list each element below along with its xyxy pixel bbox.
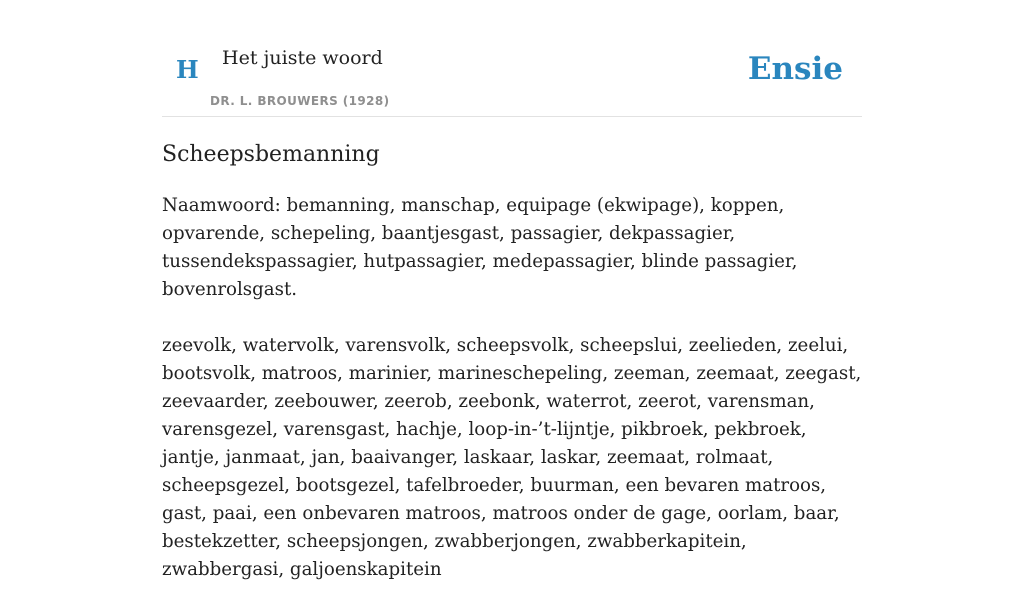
entry-title: Scheepsbemanning	[162, 142, 380, 167]
page-container	[162, 0, 862, 580]
entry-body	[162, 192, 862, 612]
entry-paragraph: zeevolk, watervolk, varensvolk, scheepsvolk, scheepslui, zeelieden, zeelui, bootsvolk, matroos, marinier, marineschepeling, zeeman, zeemaat, zeegast, zeevaarder, zeebouwer, zeerob, zeebonk, waterrot, zeerot, varensman, varensgezel, varensgast, hachje, loop-in-’t-lijntje, pikbroek, pekbroek, jantje, janmaat, jan, baaivanger, laskaar, laskar, zeemaat, rolmaat, scheepsgezel, bootsgezel, tafelbroeder, buurman, een bevaren matroos, gast, paai, een onbevaren matroos, matroos onder de gage, oorlam, baar, bestekzetter, scheepsjongen, zwabberjongen, zwabberkapitein, zwabbergasi, galjoenskapitein	[162, 335, 862, 580]
ensie-logo[interactable]: Ensie	[747, 51, 843, 87]
book-author: DR. L. BROUWERS (1928)	[210, 94, 390, 108]
book-header	[162, 0, 862, 117]
book-letter-icon: H	[176, 55, 199, 84]
book-title-link[interactable]: Het juiste woord	[222, 47, 383, 69]
entry-paragraph: Naamwoord: bemanning, manschap, equipage (ekwipage), koppen, opvarende, schepeling, baantjesgast, passagier, dekpassagier, tussendekspassagier, hutpassagier, medepassagier, blinde passagier, bovenrolsgast.	[162, 195, 798, 300]
